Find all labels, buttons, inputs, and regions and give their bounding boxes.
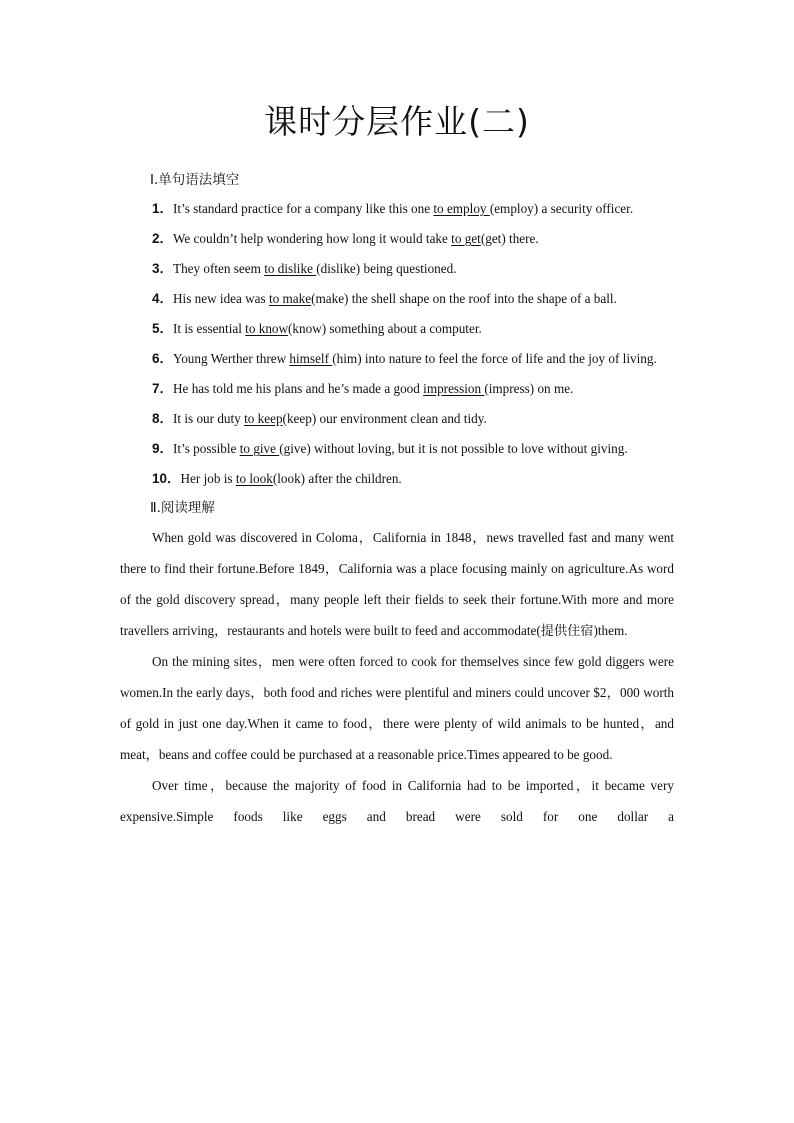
answer-blank: to make: [268, 291, 312, 306]
section-heading-grammar: Ⅰ.单句语法填空: [150, 172, 240, 188]
answer-blank: impression: [423, 381, 485, 396]
question-text: Her job is: [180, 471, 236, 486]
question-text: They often seem: [173, 261, 265, 276]
question-text: (impress) on me.: [484, 381, 574, 396]
question-text: It’s possible: [173, 441, 240, 456]
answer-blank: to look: [235, 471, 273, 486]
question-text: His new idea was: [173, 291, 269, 306]
answer-blank: to give: [239, 441, 280, 456]
question-item: [120, 284, 674, 314]
question-number: 4．: [152, 291, 174, 306]
question-text: Young Werther threw: [173, 351, 290, 366]
question-number: 2．: [152, 231, 174, 246]
question-text: It’s standard practice for a company like this one: [173, 201, 434, 216]
answer-blank: to employ: [433, 201, 490, 216]
question-item: [120, 344, 674, 374]
question-text: (employ) a security officer.: [489, 201, 634, 216]
reading-paragraph: Over time，because the majority of food in California had to be imported，it became very expensive.Simple foods like eggs and bread were sold for one dollar a: [120, 778, 674, 824]
answer-blank: himself: [289, 351, 333, 366]
question-number: 7．: [152, 381, 174, 396]
question-item: [120, 314, 674, 344]
reading-paragraph: When gold was discovered in Coloma，California in 1848，news travelled fast and many went there to find their fortune.Before 1849，California was a place focusing mainly on agriculture.As word of the gold discovery spread，many people left their fields to seek their fortune.With more and more travellers arriving，restaurants and hotels were built to feed and accommodate(提供住宿)them.: [120, 530, 674, 638]
question-item: [120, 224, 674, 254]
page-title: 课时分层作业(二): [264, 102, 530, 141]
question-text: (dislike) being questioned.: [316, 261, 457, 276]
question-text: (know) something about a computer.: [288, 321, 482, 336]
answer-blank: to know: [245, 321, 289, 336]
question-item: [120, 194, 674, 224]
question-text: (get) there.: [480, 231, 539, 246]
question-number: 1．: [152, 201, 174, 216]
question-text: It is essential: [173, 321, 246, 336]
question-text: (make) the shell shape on the roof into the shape of a ball.: [311, 291, 617, 306]
question-number: 8．: [152, 411, 174, 426]
question-number: 10．: [152, 471, 181, 486]
question-text: We couldn’t help wondering how long it would take: [173, 231, 452, 246]
question-text: (keep) our environment clean and tidy.: [282, 411, 487, 426]
question-number: 6．: [152, 351, 174, 366]
question-item: [120, 464, 674, 494]
question-number: 9．: [152, 441, 174, 456]
section-heading-reading: Ⅱ.阅读理解: [150, 500, 215, 516]
answer-blank: to keep: [244, 411, 283, 426]
question-text: (him) into nature to feel the force of life and the joy of living.: [332, 351, 657, 366]
question-text: (look) after the children.: [272, 471, 402, 486]
question-text: He has told me his plans and he’s made a good: [173, 381, 424, 396]
question-item: [120, 254, 674, 284]
question-item: [120, 374, 674, 404]
question-text: It is our duty: [173, 411, 245, 426]
question-number: 5．: [152, 321, 174, 336]
answer-blank: to get: [451, 231, 481, 246]
question-text: (give) without loving, but it is not possible to love without giving.: [279, 441, 628, 456]
question-item: [120, 434, 674, 464]
answer-blank: to dislike: [264, 261, 317, 276]
question-number: 3．: [152, 261, 174, 276]
question-item: [120, 404, 674, 434]
reading-paragraph: On the mining sites，men were often forced to cook for themselves since few gold diggers were women.In the early days，both food and riches were plentiful and miners could uncover $2，000 worth of gold in just one day.When it came to food，there were plenty of wild animals to be hunted，and meat，beans and coffee could be purchased at a reasonable price.Times appeared to be good.: [120, 654, 674, 762]
document-body: [120, 166, 674, 832]
